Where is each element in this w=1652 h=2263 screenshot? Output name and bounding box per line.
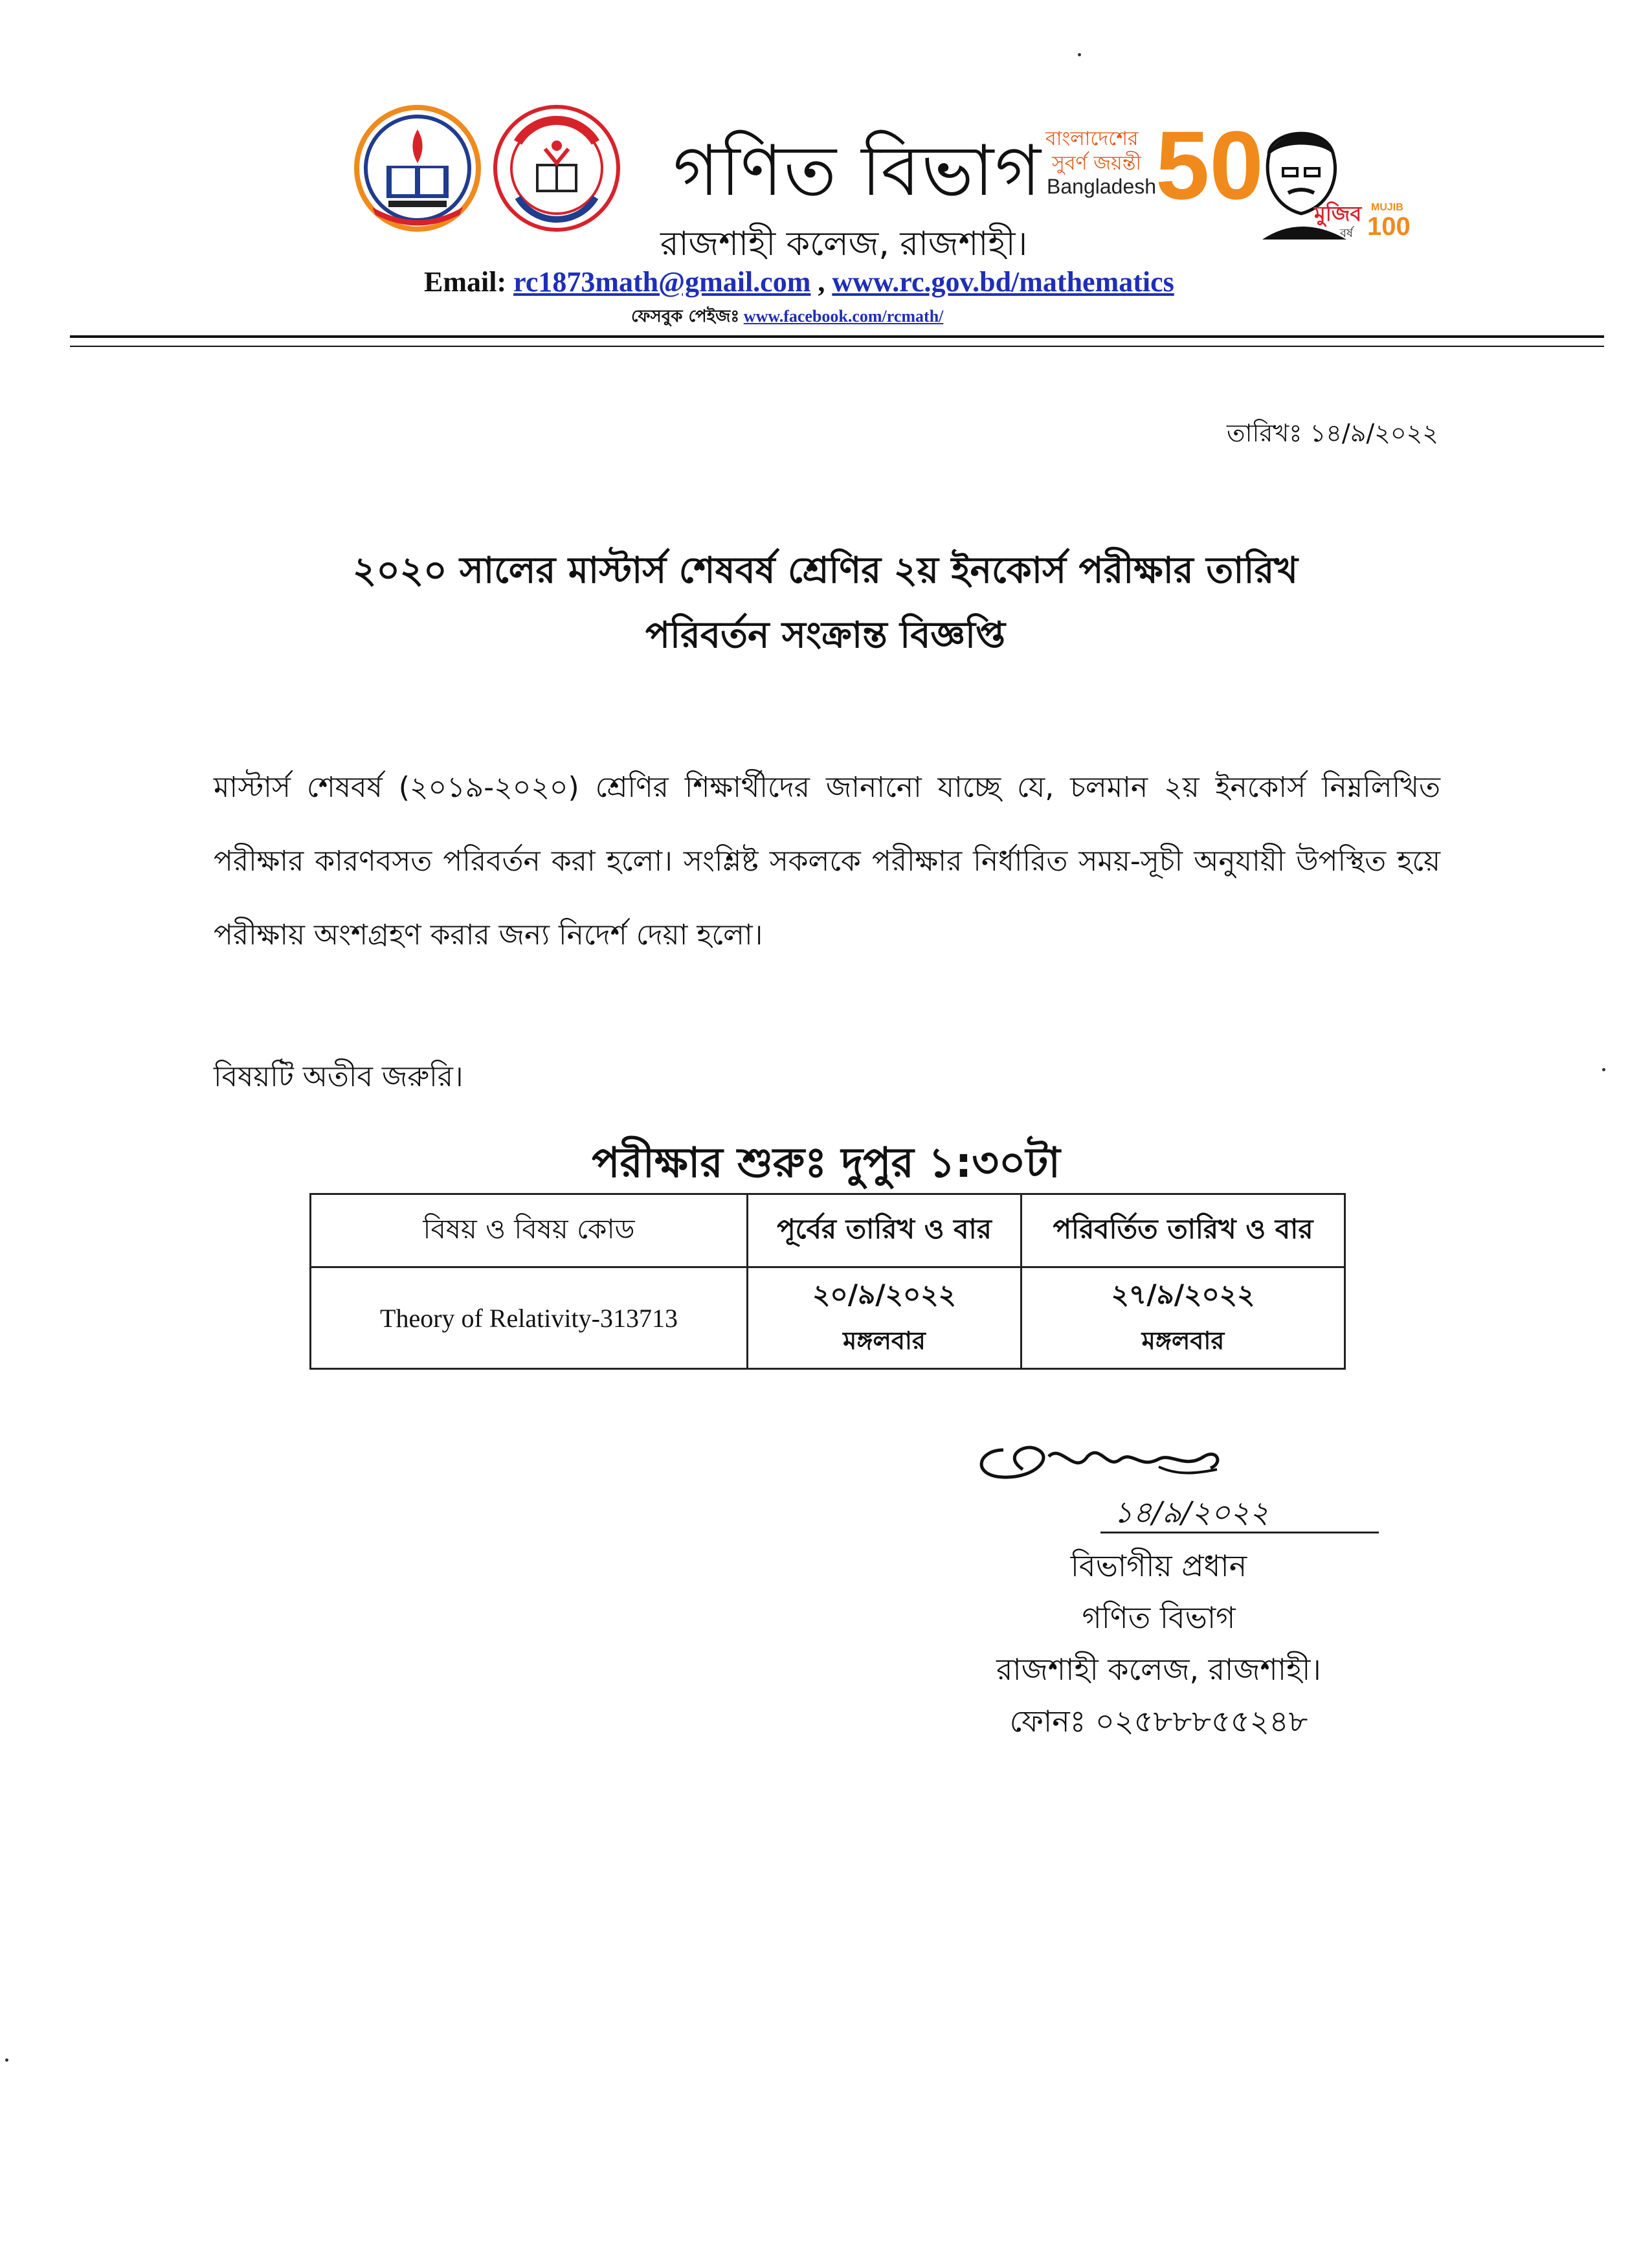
education-emblem-logo xyxy=(492,104,621,233)
header-previous-date: পূর্বের তারিখ ও বার xyxy=(748,1194,1021,1267)
header-subject: বিষয় ও বিষয় কোড xyxy=(311,1194,748,1267)
signatory-department: গণিত বিভাগ xyxy=(1082,1600,1236,1635)
facebook-link[interactable]: www.facebook.com/rcmath/ xyxy=(743,307,944,326)
mujib-en-text: MUJIB xyxy=(1371,202,1403,213)
subject-cell: Theory of Relativity-313713 xyxy=(311,1267,748,1369)
email-link[interactable]: rc1873math@gmail.com xyxy=(513,266,811,298)
signatory-college: রাজশাহী কলেজ, রাজশাহী। xyxy=(996,1652,1321,1687)
hundred-text: 100 xyxy=(1367,212,1411,241)
previous-day: মঙ্গলবার xyxy=(843,1326,926,1355)
notice-body: মাস্টার্স শেষবর্ষ (২০১৯-২০২০) শ্রেণির শিক্ষার্থীদের জানানো যাচ্ছে যে, চলমান ২য় ইনকোর্স নিম্নলিখিত পরীক্ষার কারণবসত পরিবর্তন করা হলো। সংশ্লিষ্ট সকলকে পরীক্ষার নির্ধারিত সময়-সূচী অনুযায়ী উপস্থিত হয়ে পরীক্ষায় অংশগ্রহণ করার জন্য নিদের্শ দেয়া হলো। xyxy=(214,771,1440,952)
rajshahi-college-logo xyxy=(353,104,482,233)
mujib-borsho-badge xyxy=(1249,117,1444,246)
facebook-label: ফেসবুক পেইজঃ xyxy=(631,307,740,326)
jubilee-text-line2: সুবর্ণ জয়ন্তী xyxy=(1052,152,1141,175)
notice-headline-line2: পরিবর্তন সংক্রান্ত বিজ্ঞপ্তি xyxy=(645,614,1006,656)
new-day: মঙ্গলবার xyxy=(1141,1326,1225,1355)
department-title: গণিত বিভাগ xyxy=(673,131,1042,212)
contact-line xyxy=(424,265,1174,298)
signature-scribble xyxy=(965,1431,1249,1495)
notice-headline-line1: ২০২০ সালের মাস্টার্স শেষবর্ষ শ্রেণির ২য় ইনকোর্স পরীক্ষার তারিখ xyxy=(352,550,1299,592)
signatory-phone: ফোনঃ ০২৫৮৮৮৫৫২৪৮ xyxy=(1009,1704,1308,1739)
signatory-title: বিভাগীয় প্রধান xyxy=(1070,1548,1247,1583)
jubilee-fifty: 50 xyxy=(1155,111,1264,219)
exam-schedule-table xyxy=(309,1193,1346,1370)
signature-underline xyxy=(1100,1532,1379,1533)
header-divider-thick xyxy=(70,335,1604,338)
table-header-row xyxy=(311,1194,1345,1267)
college-name: রাজশাহী কলেজ, রাজশাহী। xyxy=(660,225,1028,263)
contact-separator: , xyxy=(818,266,825,298)
signature-date: ১৪/৯/২০২২ xyxy=(1113,1495,1269,1530)
scan-speck xyxy=(1602,1068,1605,1071)
notice-date: তারিখঃ ১৪/৯/২০২২ xyxy=(1226,419,1438,447)
table-row xyxy=(311,1267,1345,1369)
scan-speck xyxy=(1078,53,1081,56)
urgent-note: বিষয়টি অতীব জরুরি। xyxy=(214,1060,463,1093)
previous-date: ২০/৯/২০২২ xyxy=(812,1278,956,1310)
new-date-cell xyxy=(1021,1267,1345,1369)
exam-start-time: পরীক্ষার শুরুঃ দুপুর ১:৩০টা xyxy=(592,1139,1060,1187)
previous-date-cell xyxy=(748,1267,1021,1369)
borsho-text: বর্ষ xyxy=(1340,227,1353,240)
mujib-text: মুজিব xyxy=(1314,201,1362,226)
scan-speck xyxy=(5,2058,8,2062)
header-divider-thin xyxy=(70,346,1604,347)
jubilee-bangladesh: Bangladesh xyxy=(1047,175,1157,198)
golden-jubilee-badge xyxy=(1045,111,1264,240)
header-new-date: পরিবর্তিত তারিখ ও বার xyxy=(1021,1194,1345,1267)
website-link[interactable]: www.rc.gov.bd/mathematics xyxy=(832,266,1174,298)
email-label: Email: xyxy=(424,266,507,298)
jubilee-text-line1: বাংলাদেশের xyxy=(1045,128,1139,150)
facebook-line xyxy=(631,303,943,331)
new-date: ২৭/৯/২০২২ xyxy=(1111,1278,1255,1310)
